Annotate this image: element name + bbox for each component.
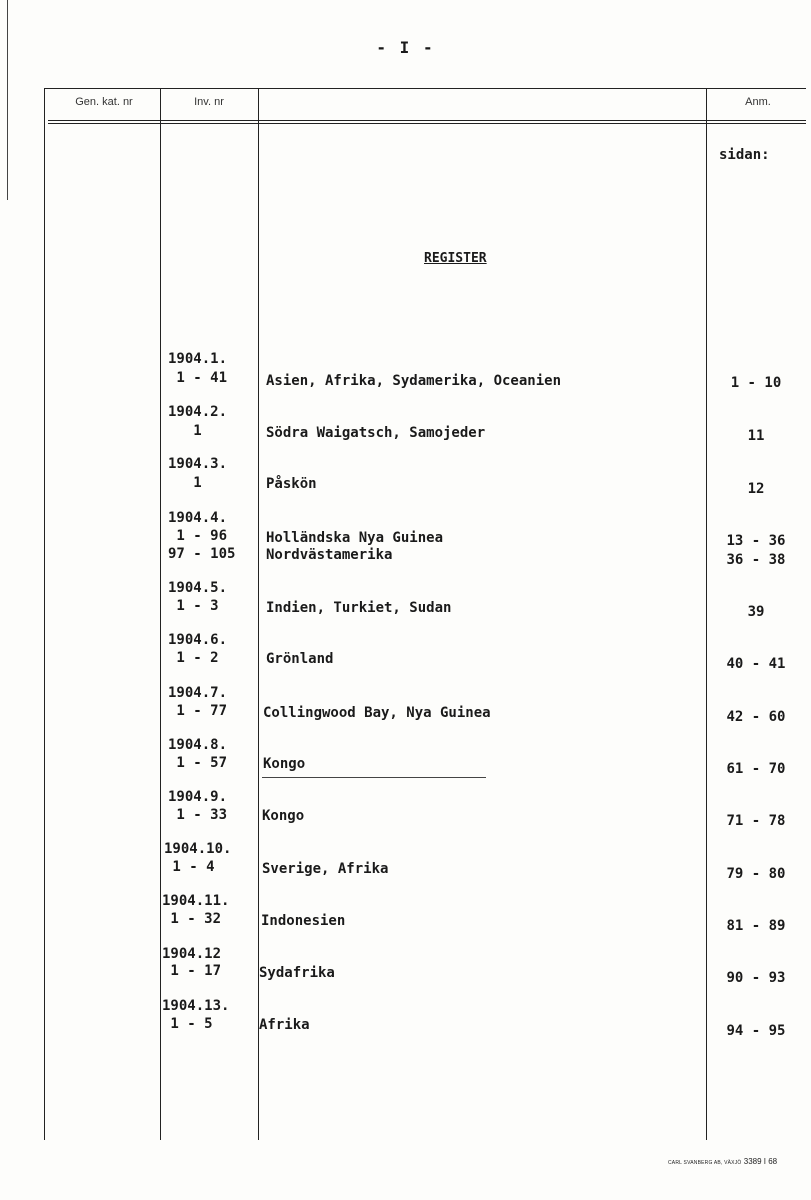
entry-year: 1904.9. [168, 789, 228, 805]
scan-edge-line [7, 0, 8, 200]
entry-year: 1904.6. [168, 632, 228, 648]
entry-pages: 71 - 78 [726, 813, 786, 829]
entry-description: Sydafrika [259, 965, 335, 981]
entry-range: 1 - 96 [168, 528, 228, 544]
form-code: 3389 I 68 [743, 1157, 778, 1166]
entry-year: 1904.7. [168, 685, 228, 701]
page-number: - I - [376, 38, 435, 57]
entry-year: 1904.11. [162, 893, 230, 909]
entry-year: 1904.5. [168, 580, 228, 596]
entry-description: Kongo [262, 808, 305, 824]
sidan-label: sidan: [719, 147, 770, 163]
entry-pages: 11 [747, 428, 765, 444]
header-anm: Anm. [745, 96, 771, 108]
entry-pages: 61 - 70 [726, 761, 786, 777]
entry-range: 1 [168, 475, 202, 491]
entry-range: 1 - 4 [164, 859, 215, 875]
entry-pages: 1 - 10 [730, 375, 782, 391]
entry-pages: 81 - 89 [726, 918, 786, 934]
entry-description: Påskön [266, 476, 317, 492]
entry-pages: 13 - 36 [726, 533, 786, 549]
entry-range: 1 - 17 [162, 963, 222, 979]
entry-year: 1904.10. [164, 841, 232, 857]
printer-name: CARL SVANBERG AB, VÄXJÖ [668, 1160, 742, 1166]
entry-year: 1904.1. [168, 351, 228, 367]
entry-year: 1904.8. [168, 737, 228, 753]
entry-range: 1 - 32 [162, 911, 222, 927]
table-top-rule [44, 88, 806, 89]
entry-range: 1 - 77 [168, 703, 228, 719]
entry-pages: 39 [747, 604, 765, 620]
entry-pages: 90 - 93 [726, 970, 786, 986]
entry-range: 1 - 41 [168, 370, 228, 386]
entry-range: 1 - 3 [168, 598, 219, 614]
entry-range: 1 - 57 [168, 755, 228, 771]
entry-description: Sverige, Afrika [262, 861, 389, 877]
header-bottom-rule-2 [48, 123, 806, 124]
entry-range: 1 [168, 423, 202, 439]
entry-range: 1 - 5 [162, 1016, 213, 1032]
entry-description: Nordvästamerika [266, 547, 393, 563]
entry-description: Kongo [263, 756, 306, 772]
entry-year: 1904.2. [168, 404, 228, 420]
form-footer [668, 1157, 777, 1166]
register-title: REGISTER [424, 251, 487, 266]
column-line-gen-inv [160, 88, 161, 1140]
entry-pages: 12 [747, 481, 765, 497]
column-line-left [44, 88, 45, 1140]
entry-description: Södra Waigatsch, Samojeder [266, 425, 486, 441]
entry-description: Collingwood Bay, Nya Guinea [263, 705, 491, 721]
entry-description: Indonesien [261, 913, 346, 929]
entry-range: 1 - 2 [168, 650, 219, 666]
entry-pages: 94 - 95 [726, 1023, 786, 1039]
entry-year: 1904.3. [168, 456, 228, 472]
entry-pages: 79 - 80 [726, 866, 786, 882]
entry-pages: 42 - 60 [726, 709, 786, 725]
column-line-inv-desc [258, 88, 259, 1140]
entry-range: 1 - 33 [168, 807, 228, 823]
header-inv-nr: Inv. nr [194, 96, 224, 108]
header-bottom-rule [48, 120, 806, 121]
entry-year: 1904.13. [162, 998, 230, 1014]
entry-description: Afrika [259, 1017, 310, 1033]
entry-description: Indien, Turkiet, Sudan [266, 600, 452, 616]
entry-description: Holländska Nya Guinea [266, 530, 444, 546]
entry-description: Grönland [266, 651, 334, 667]
entry-pages: 40 - 41 [726, 656, 786, 672]
entry-year: 1904.4. [168, 510, 228, 526]
entry-range: 97 - 105 [168, 546, 236, 562]
pencil-underline [262, 777, 486, 778]
entry-year: 1904.12 [162, 946, 222, 962]
entry-pages: 36 - 38 [726, 552, 786, 568]
entry-description: Asien, Afrika, Sydamerika, Oceanien [266, 373, 562, 389]
header-gen-kat-nr: Gen. kat. nr [75, 96, 133, 108]
